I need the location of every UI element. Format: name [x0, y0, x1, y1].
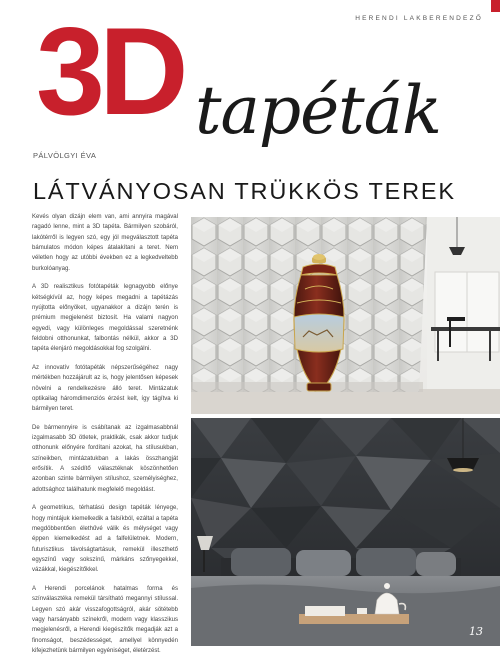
magazine-brand: HERENDI LAKBERENDEZŐ [355, 15, 483, 22]
title-tapetak: tapéták [195, 72, 442, 149]
hexagon-wall-vase-photo [191, 217, 500, 414]
body-paragraph: Kevés olyan dizájn elem van, ami annyira magával ragadó lenne, mint a 3D tapéta. Bármilyen szobáról, lakótérről is legyen szó, egy jól megválasztott tapéta bámulatos módon képes átalakítani a teret. Nem véletlen hogy az utóbbi években ez a legkedveltebb burkolóanyag. [32, 214, 178, 272]
body-paragraph: De bármennyire is csábítanak az izgalmasabbnál izgalmasabb 3D ötletek, praktikák, csak akkor tudjuk otthonunk előnyére fordítani azokat, ha stílusukban, színeikben, mintázatukban a lakás összhangját erősítik. A szédítő választéknak köszönhetően azonban szinte bármilyen stílushoz, személyiséghez, adottsághoz találhatunk megfelelő megoldást. [32, 424, 178, 493]
page-number: 13 [469, 625, 483, 638]
author-name: PÁLVÖLGYI ÉVA [33, 151, 97, 160]
article-subtitle: LÁTVÁNYOSAN TRÜKKÖS TEREK [33, 178, 456, 204]
dark-geometric-bedroom-photo [191, 418, 500, 646]
body-paragraph: Az innovatív fotótapéták népszerűségéhez nagy mértékben hozzájárult az is, hogy jelentősen képesek növelni a rendelkezésre álló teret. Mintázatuk optikailag háromdimenziós érzést kelt, így tágítva ki bármilyen teret. [32, 364, 178, 413]
title-3d: 3D [36, 3, 183, 141]
body-paragraph: A geometrikus, térhatású design tapéták lényege, hogy mintájuk kiemelkedik a falsíkból, ezáltal a tapéta megdöbbentően élethűvé válik és mélységet vagy éppen kiemelkedést ad a falfelületnek. Modern, futurisztikus távolságtartásuk, remekül illeszthető egyszínű vagy sokszínű, márkáns szőnyegekkel, vázákkal, kiegészítőkkel. [32, 505, 178, 574]
body-paragraph: A Herendi porcelánok hatalmas forma és színválasztéka remekül társítható megannyi stílussal. Legyen szó akár visszafogottságról, akár sötétebb vagy harsányabb színekről, modern vagy klasszikus megjelenésről, a Herendi kiegészítők megadják azt a finomságot, beszédességet, amellyel könnyedén kifejezhetünk bármilyen egyéniséget, életérzést. [32, 585, 178, 654]
header-accent-bar [491, 0, 500, 12]
body-paragraph: A 3D realisztikus fotótapéták legnagyobb előnye kétségkívül az, hogy képes megadni a tapétázás nyújtotta előnyöket, ugyanakkor a dizájn terén is prémium megjelenést biztosít. Ha valami nagyon egyedi, vagy különleges megoldással szeretnénk feldobni otthonunkat, falbontás nélkül, akkor a 3D tapéta élenjáró megoldásokkal fog szolgálni. [32, 284, 178, 353]
article-body [32, 212, 178, 665]
